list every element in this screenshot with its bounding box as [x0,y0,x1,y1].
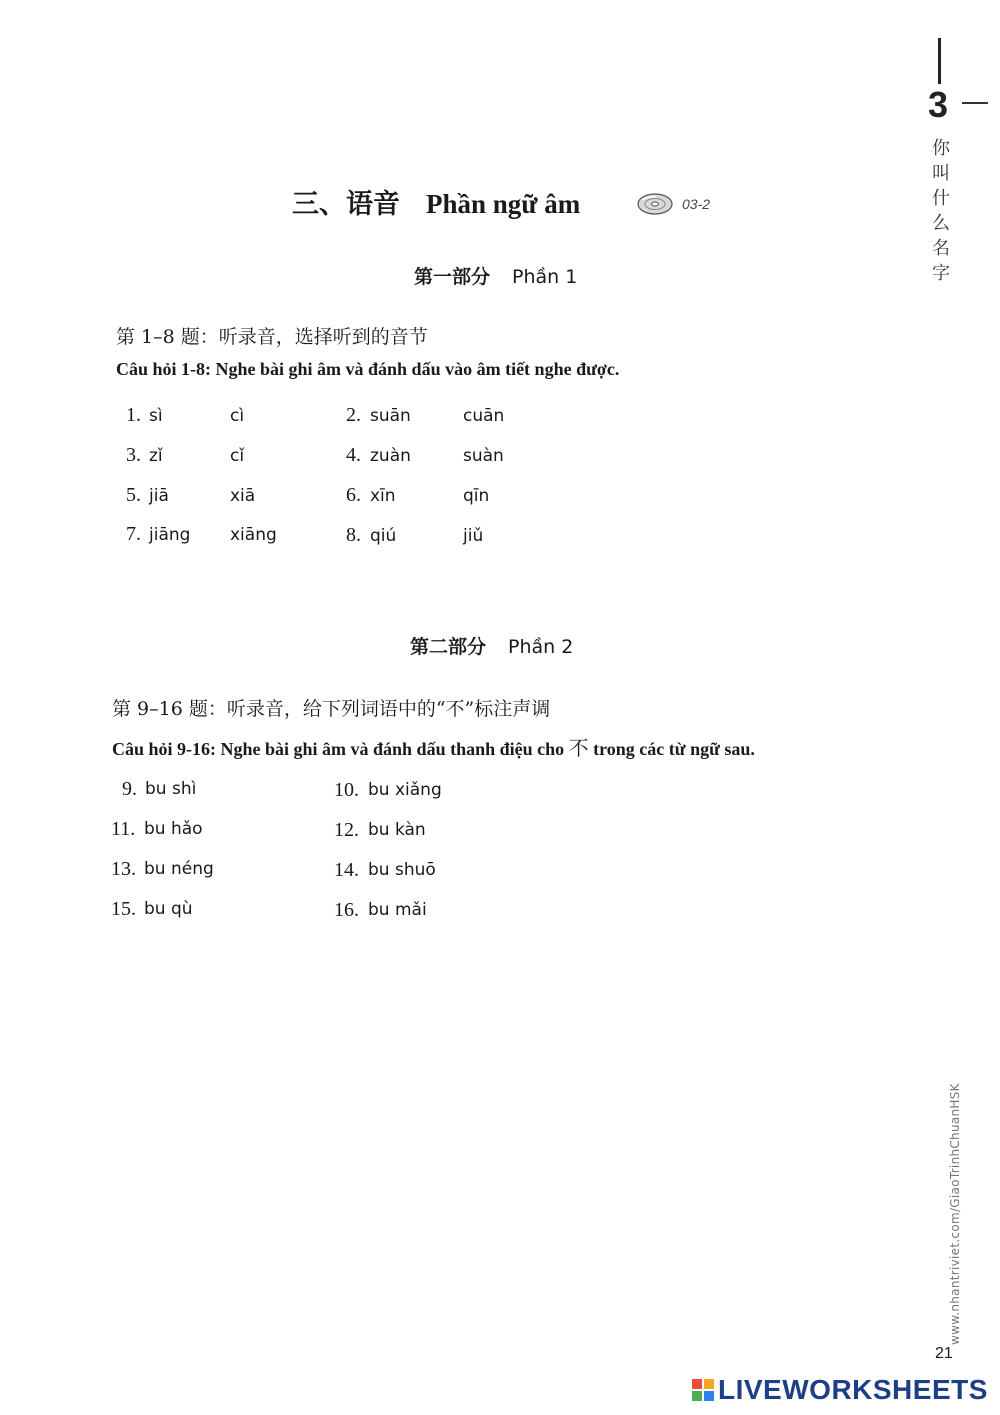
option-a[interactable]: suān [370,406,411,426]
item-number: 12. [334,819,359,841]
item-number: 16. [334,899,359,921]
item-text[interactable]: bu xiǎng [368,780,442,800]
list-item [334,779,442,802]
option-b[interactable]: cuān [463,406,505,426]
brand-logo-tile [704,1391,714,1401]
part2-heading-vi: Phần 2 [508,636,574,658]
list-item [122,778,197,801]
audio-track-code: 03-2 [682,196,711,212]
item-text[interactable]: bu mǎi [368,900,427,920]
item-text[interactable]: bu qù [144,899,193,919]
item-number: 1. [126,404,141,426]
part1-instruction-vi: Câu hỏi 1-8: Nghe bài ghi âm và đánh dấu vào âm tiết nghe được. [116,359,620,379]
option-b[interactable]: xiāng [230,525,277,545]
section-title-vi: Phần ngữ âm [426,189,581,219]
option-b[interactable]: suàn [463,446,504,466]
part1-instruction-zh: 第 1–8 题：听录音，选择听到的音节 [116,326,428,348]
cd-icon[interactable] [636,192,674,220]
bu-character: 不 [568,736,589,760]
list-item [126,523,277,546]
brand-logo-tile [692,1379,702,1389]
list-item [334,899,427,922]
list-item [346,404,505,427]
option-b[interactable]: jiǔ [463,526,484,546]
page-number: 21 [935,1345,953,1362]
instruction-text: trong các từ ngữ sau. [588,739,755,759]
lesson-number: 3 [928,84,949,125]
part1-heading [414,262,577,289]
item-text[interactable]: bu kàn [368,820,426,840]
publisher-watermark: www.nhantriviet.com/GiaoTrinhChuanHSK [948,1083,962,1345]
section-title [292,182,580,221]
option-a[interactable]: zǐ [149,446,163,466]
item-number: 6. [346,484,361,506]
option-a[interactable]: jiāng [149,525,191,545]
chapter-tab-bar [938,38,941,84]
option-a[interactable]: zuàn [370,446,411,466]
item-number: 9. [122,778,137,800]
item-number: 14. [334,859,359,881]
part2-instruction-zh: 第 9–16 题：听录音，给下列词语中的“不”标注声调 [112,698,551,720]
list-item [126,444,245,467]
liveworksheets-brand[interactable] [692,1374,988,1406]
item-number: 4. [346,444,361,466]
option-a[interactable]: qiú [370,526,397,546]
list-item [346,484,490,507]
item-text[interactable]: bu shì [145,779,197,799]
list-item [111,858,214,881]
list-item [346,444,504,467]
list-item [126,404,245,427]
item-number: 8. [346,524,361,546]
item-number: 2. [346,404,361,426]
part2-heading-zh: 第二部分 [410,636,487,658]
section-title-zh: 三、语音 [292,189,400,220]
chapter-tab-dash [962,102,988,104]
option-a[interactable]: xīn [370,486,396,506]
part1-heading-zh: 第一部分 [414,266,491,288]
list-item [346,524,484,547]
brand-logo-icon [692,1379,714,1401]
part1-heading-vi: Phần 1 [512,266,578,288]
brand-logo-tile [704,1379,714,1389]
list-item [126,484,256,507]
part2-instruction-vi [112,732,755,761]
instruction-text: Câu hỏi 9-16: Nghe bài ghi âm và đánh dấu thanh điệu cho [112,739,569,759]
item-number: 11. [111,818,136,840]
part2-heading [410,632,573,659]
item-text[interactable]: bu néng [144,859,214,879]
option-a[interactable]: jiā [149,486,169,506]
option-b[interactable]: xiā [230,486,256,506]
item-number: 10. [334,779,359,801]
item-number: 3. [126,444,141,466]
brand-name: LIVEWORKSHEETS [718,1374,988,1405]
list-item [334,819,426,842]
option-b[interactable]: cì [230,406,245,426]
item-number: 7. [126,523,141,545]
brand-logo-tile [692,1391,702,1401]
option-b[interactable]: cǐ [230,446,245,466]
item-text[interactable]: bu hǎo [144,819,203,839]
option-b[interactable]: qīn [463,486,490,506]
lesson-title: 你叫什么名字 [932,138,950,284]
item-text[interactable]: bu shuō [368,860,436,880]
item-number: 15. [111,898,136,920]
list-item [111,818,203,841]
list-item [334,859,436,882]
list-item [111,898,193,921]
option-a[interactable]: sì [149,406,163,426]
item-number: 5. [126,484,141,506]
item-number: 13. [111,858,136,880]
